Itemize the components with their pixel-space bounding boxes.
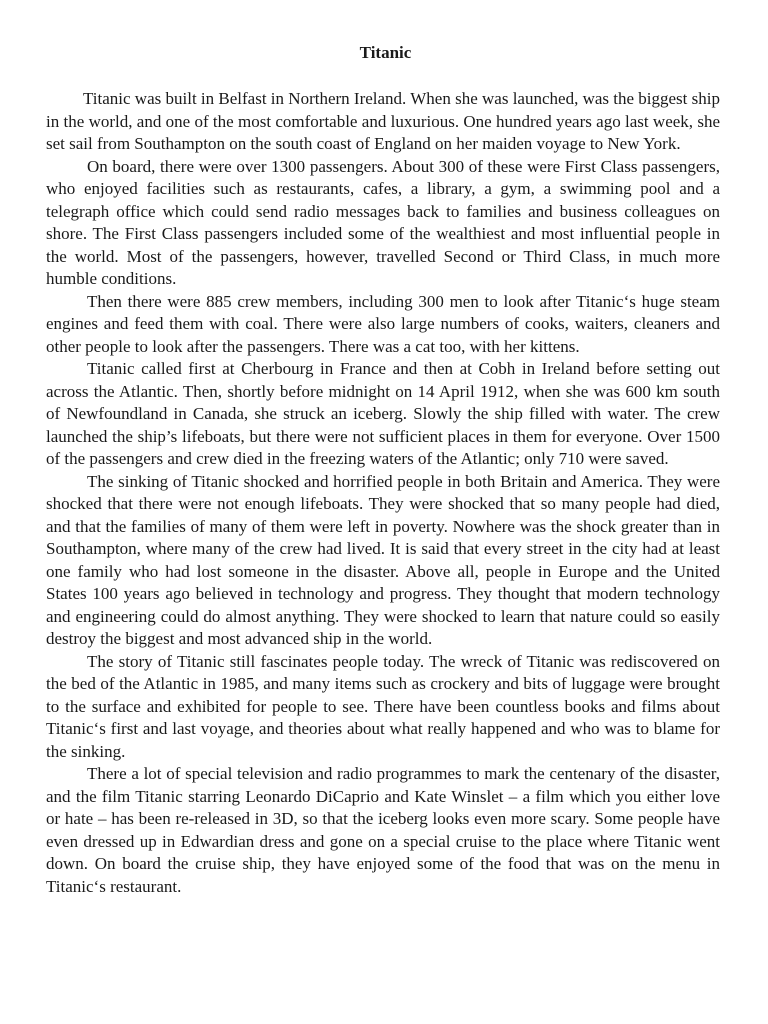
paragraph-2: On board, there were over 1300 passengers. About 300 of these were First Class passengers, who enjoyed facilities such as restaurants, cafes, a library, a gym, a swimming pool and a telegraph office which could send radio messages back to families and business colleagues on shore. The First Class passengers included some of the wealthiest and most influential people in the world. Most of the passengers, however, travelled Second or Third Class, in much more humble conditions. <box>46 156 720 288</box>
document-page <box>46 38 720 898</box>
paragraph-7: There a lot of special television and radio programmes to mark the centenary of the disaster, and the film Titanic starring Leonardo DiCaprio and Kate Winslet – a film which you either love or hate – has been re-released in 3D, so that the iceberg looks even more scary. Some people have even dressed up in Edwardian dress and gone on a special cruise to the place where Titanic went down. On board the cruise ship, they have enjoyed some of the food that was on the menu in Titanic‘s restaurant. <box>46 764 720 896</box>
paragraph-5: The sinking of Titanic shocked and horrified people in both Britain and America. They were shocked that there were not enough lifeboats. They were shocked that so many people had died, and that the families of many of them were left in poverty. Nowhere was the shock greater than in Southampton, where many of the crew had lived. It is said that every street in the city had at least one family who had lost someone in the disaster. Above all, people in Europe and the United States 100 years ago believed in technology and progress. They thought that modern technology and engineering could do almost anything. They were shocked to learn that nature could so easily destroy the biggest and most advanced ship in the world. <box>46 471 720 648</box>
document-title: Titanic <box>359 43 412 62</box>
paragraph-1: Titanic was built in Belfast in Northern Ireland. When she was launched, was the biggest ship in the world, and one of the most comfortable and luxurious. One hundred years ago last week, she set sail from Southampton on the south coast of England on her maiden voyage to New York. <box>46 89 720 153</box>
paragraph-4: Titanic called first at Cherbourg in France and then at Cobh in Ireland before setting out across the Atlantic. Then, shortly before midnight on 14 April 1912, when she was 600 km south of Newfoundland in Canada, she struck an iceberg. Slowly the ship filled with water. The crew launched the ship’s lifeboats, but there were not sufficient places in them for everyone. Over 1500 of the passengers and crew died in the freezing waters of the Atlantic; only 710 were saved. <box>46 359 720 468</box>
paragraph-3: Then there were 885 crew members, including 300 men to look after Titanic‘s huge steam engines and feed them with coal. There were also large numbers of cooks, waiters, cleaners and other people to look after the passengers. There was a cat too, with her kittens. <box>46 291 720 356</box>
paragraph-6: The story of Titanic still fascinates people today. The wreck of Titanic was rediscovered on the bed of the Atlantic in 1985, and many items such as crockery and bits of luggage were brought to the surface and exhibited for people to see. There have been countless books and films about Titanic‘s first and last voyage, and theories about what really happened and who was to blame for the sinking. <box>46 651 720 761</box>
